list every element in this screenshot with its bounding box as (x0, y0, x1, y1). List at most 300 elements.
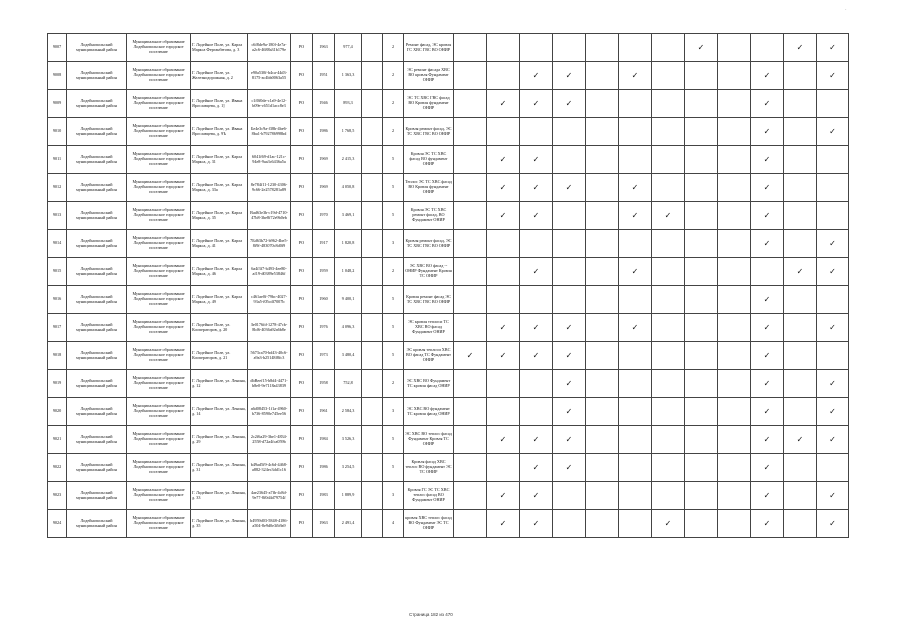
check-cell (586, 398, 619, 426)
row-id: 9013 (48, 202, 67, 230)
check-cell (454, 230, 487, 258)
works-cell: Кровля ЭС ТС ХВС ремонт фасад, ВО Фундамент ОНИР (404, 202, 454, 230)
checkmark-icon: ✓ (532, 154, 540, 164)
checkmark-icon: ✓ (763, 518, 771, 528)
check-cell (487, 34, 520, 62)
count-cell: 3 (383, 482, 404, 510)
check-cell (619, 230, 652, 258)
row-id: 9023 (48, 482, 67, 510)
checkmark-icon: ✓ (631, 322, 639, 332)
works-cell: Теплос ЭС ТС ХВС фасад ВО Кровля фундамент ОНИР (404, 174, 454, 202)
check-cell (718, 174, 751, 202)
address-cell: Г. Лодейное Поле, ул. Карла Маркса Ферганбегова, д. 3 (191, 34, 248, 62)
check-cell (817, 370, 849, 398)
check-cell (817, 342, 849, 370)
owner-cell: Муниципальное образование Лодейнопольское городское поселение (127, 118, 191, 146)
check-cell (784, 426, 817, 454)
check-cell (553, 258, 586, 286)
checkmark-icon: ✓ (763, 406, 771, 416)
check-cell (487, 482, 520, 510)
guid-cell: c461ae0f-79bc-4027-93a5-f05cdf7007b (248, 286, 291, 314)
check-cell (619, 34, 652, 62)
checkmark-icon: ✓ (499, 350, 507, 360)
checkmark-icon: ✓ (763, 294, 771, 304)
check-cell (553, 118, 586, 146)
check-cell (718, 118, 751, 146)
check-cell (718, 202, 751, 230)
check-cell (817, 286, 849, 314)
check-cell (685, 370, 718, 398)
district-cell: Лодейнопольский муниципальный район (67, 510, 127, 538)
check-cell (586, 90, 619, 118)
checkmark-icon: ✓ (631, 210, 639, 220)
check-cell (718, 62, 751, 90)
check-cell (586, 482, 619, 510)
form-cell: РО (291, 34, 313, 62)
check-cell (718, 286, 751, 314)
form-cell: РО (291, 370, 313, 398)
check-cell (784, 146, 817, 174)
check-cell (718, 258, 751, 286)
check-cell (454, 202, 487, 230)
check-cell (751, 370, 784, 398)
address-cell: Г. Лодейное Поле, ул. Ленина, д. 35 (191, 510, 248, 538)
year-cell: 1960 (313, 286, 335, 314)
check-cell (487, 510, 520, 538)
year-cell: 1959 (313, 258, 335, 286)
table-row (48, 118, 849, 146)
year-cell: 1986 (313, 454, 335, 482)
check-cell (520, 454, 553, 482)
check-cell (817, 482, 849, 510)
guid-cell: c6f8de9a-180f-4e7a-a2c6-4688a31b179e (248, 34, 291, 62)
address-cell: Г. Лодейное Поле, ул. Карла Маркса, д. 33а (191, 174, 248, 202)
address-cell: Г. Лодейное Поле, ул. Ивана Ярославцева, д. 9Ъ (191, 118, 248, 146)
checkmark-icon: ✓ (829, 266, 836, 276)
table-row (48, 258, 849, 286)
row-id: 9009 (48, 90, 67, 118)
district-cell: Лодейнопольский муниципальный район (67, 202, 127, 230)
form-cell: РО (291, 482, 313, 510)
count-cell: 5 (383, 454, 404, 482)
check-cell (685, 454, 718, 482)
check-cell (619, 202, 652, 230)
guid-cell: Зe0176fd-1278-47cb-8bf6-4036a92a6b8e (248, 314, 291, 342)
row-id: 9012 (48, 174, 67, 202)
form-cell: РО (291, 258, 313, 286)
checkmark-icon: ✓ (763, 238, 771, 248)
district-cell: Лодейнопольский муниципальный район (67, 370, 127, 398)
check-cell (520, 202, 553, 230)
guid-cell: b49ad5f9-4c6d-4468-a882-324ec3dd1c16 (248, 454, 291, 482)
guid-cell: b4959d03-5848-4186-a504-8e9d0e3fb9a9 (248, 510, 291, 538)
district-cell: Лодейнопольский муниципальный район (67, 398, 127, 426)
works-cell: ЭС кровля теплоси ХВС ВО фасад ТС Фундамент ОНИР (404, 342, 454, 370)
count-cell: 2 (383, 118, 404, 146)
check-cell (553, 202, 586, 230)
check-cell (652, 314, 685, 342)
check-cell (454, 342, 487, 370)
check-cell (520, 314, 553, 342)
check-cell (817, 230, 849, 258)
count-cell: 5 (383, 426, 404, 454)
checkmark-icon: ✓ (763, 434, 771, 444)
address-cell: Г. Лодейное Поле, ул. Карла Маркса, д. 46 (191, 258, 248, 286)
check-cell (652, 454, 685, 482)
works-cell: ЭС ХВС ВО Фундамент ТС кровля фасад ОНИР (404, 370, 454, 398)
year-cell: 1973 (313, 342, 335, 370)
checkmark-icon: ✓ (532, 210, 540, 220)
address-cell: Г. Лодейное Поле, ул. Ивана Ярославцева, д. 1] (191, 90, 248, 118)
blank-cell (362, 62, 383, 90)
table-body (48, 34, 849, 538)
check-cell (553, 34, 586, 62)
owner-cell: Муниципальное образование Лодейнопольское городское поселение (127, 342, 191, 370)
count-cell: 5 (383, 174, 404, 202)
check-cell (784, 118, 817, 146)
checkmark-icon: ✓ (565, 322, 573, 332)
checkmark-icon: ✓ (565, 182, 573, 192)
checkmark-icon: ✓ (796, 266, 804, 276)
guid-cell: 4ae23645-a7fb-4c8d-9e77-8f0d4d79754f (248, 482, 291, 510)
owner-cell: Муниципальное образование Лодейнопольское городское поселение (127, 510, 191, 538)
address-cell: Г. Лодейное Поле, ул. Карла Маркса, д. 31 (191, 146, 248, 174)
check-cell (718, 426, 751, 454)
guid-cell: dbBeef15-b8d4-4471-b8e0-9e7118a43839 (248, 370, 291, 398)
works-cell: ЭС ремонт фасада ХВС ВО кровля Фундамент ОНИР (404, 62, 454, 90)
guid-cell: 8e784f11-1230-4306-9c66-2e2578281a89 (248, 174, 291, 202)
address-cell: Г. Лодейное Поле, ул. Ленина, д. 29 (191, 426, 248, 454)
check-cell (454, 426, 487, 454)
district-cell: Лодейнопольский муниципальный район (67, 454, 127, 482)
checkmark-icon: ✓ (763, 126, 771, 136)
check-cell (619, 426, 652, 454)
area-cell: 1 363,3 (335, 62, 362, 90)
checkmark-icon: ✓ (532, 490, 540, 500)
check-cell (553, 62, 586, 90)
district-cell: Лодейнопольский муниципальный район (67, 62, 127, 90)
check-cell (652, 258, 685, 286)
count-cell: 2 (383, 34, 404, 62)
blank-cell (362, 342, 383, 370)
year-cell: 1983 (313, 482, 335, 510)
check-cell (520, 230, 553, 258)
check-cell (685, 482, 718, 510)
blank-cell (362, 426, 383, 454)
checkmark-icon: ✓ (532, 98, 540, 108)
blank-cell (362, 146, 383, 174)
area-cell: 1 048,2 (335, 258, 362, 286)
check-cell (652, 146, 685, 174)
count-cell: 2 (383, 258, 404, 286)
area-cell: 977,4 (335, 34, 362, 62)
check-cell (685, 34, 718, 62)
year-cell: 1984 (313, 426, 335, 454)
guid-cell: a6d08453-1f1a-4960-b736-8590e745ee56 (248, 398, 291, 426)
checkmark-icon: ✓ (499, 490, 507, 500)
check-cell (784, 34, 817, 62)
district-cell: Лодейнопольский муниципальный район (67, 342, 127, 370)
check-cell (817, 90, 849, 118)
check-cell (553, 230, 586, 258)
address-cell: Г. Лодейное Поле, ул. Карла Маркса, д. 49 (191, 286, 248, 314)
check-cell (619, 90, 652, 118)
owner-cell: Муниципальное образование Лодейнопольское городское поселение (127, 370, 191, 398)
district-cell: Лодейнопольский муниципальный район (67, 230, 127, 258)
area-cell: 3 526,3 (335, 426, 362, 454)
year-cell: 1969 (313, 146, 335, 174)
area-cell: 9 400,1 (335, 286, 362, 314)
checkmark-icon: ✓ (796, 434, 804, 444)
check-cell (685, 314, 718, 342)
area-cell: 3 480,4 (335, 342, 362, 370)
year-cell: 1970 (313, 202, 335, 230)
check-cell (553, 174, 586, 202)
check-cell (487, 342, 520, 370)
checkmark-icon: ✓ (829, 70, 836, 80)
check-cell (520, 62, 553, 90)
works-cell: Кровля ремонт фасад, ЭС ТС ХВС ГВС ВО ОНИР (404, 230, 454, 258)
row-id: 9008 (48, 62, 67, 90)
checkmark-icon: ✓ (697, 42, 705, 52)
form-cell: РО (291, 314, 313, 342)
address-cell: Г. Лодейное Поле, ул. Ленина, д. 12 (191, 370, 248, 398)
check-cell (652, 398, 685, 426)
checkmark-icon: ✓ (532, 350, 540, 360)
table-row (48, 314, 849, 342)
check-cell (586, 258, 619, 286)
blank-cell (362, 118, 383, 146)
check-cell (619, 398, 652, 426)
form-cell: РО (291, 146, 313, 174)
year-cell: 1976 (313, 314, 335, 342)
checkmark-icon: ✓ (532, 70, 540, 80)
check-cell (553, 482, 586, 510)
table-row (48, 146, 849, 174)
checkmark-icon: ✓ (499, 182, 507, 192)
row-id: 9018 (48, 342, 67, 370)
check-cell (520, 426, 553, 454)
year-cell: 1969 (313, 174, 335, 202)
owner-cell: Муниципальное образование Лодейнопольское городское поселение (127, 34, 191, 62)
check-cell (454, 454, 487, 482)
check-cell (751, 90, 784, 118)
check-cell (784, 62, 817, 90)
check-cell (487, 398, 520, 426)
area-cell: 3 469,1 (335, 202, 362, 230)
check-cell (619, 146, 652, 174)
check-cell (817, 314, 849, 342)
check-cell (784, 454, 817, 482)
check-cell (685, 286, 718, 314)
check-cell (751, 286, 784, 314)
checkmark-icon: ✓ (532, 322, 540, 332)
check-cell (520, 118, 553, 146)
owner-cell: Муниципальное образование Лодейнопольское городское поселение (127, 230, 191, 258)
check-cell (586, 286, 619, 314)
check-cell (553, 314, 586, 342)
checkmark-icon: ✓ (499, 434, 507, 444)
district-cell: Лодейнопольский муниципальный район (67, 34, 127, 62)
checkmark-icon: ✓ (532, 182, 540, 192)
count-cell: 5 (383, 342, 404, 370)
check-cell (751, 174, 784, 202)
check-cell (685, 230, 718, 258)
form-cell: РО (291, 398, 313, 426)
row-id: 9015 (48, 258, 67, 286)
check-cell (652, 370, 685, 398)
check-cell (586, 454, 619, 482)
guid-cell: 6041f69-d1ac-121c-94e8-9aa3c6436a5a (248, 146, 291, 174)
check-cell (784, 314, 817, 342)
works-cell: ЭС ХВС ВО фундамент ТС кровля фасад ОНИР (404, 398, 454, 426)
check-cell (652, 174, 685, 202)
check-cell (520, 174, 553, 202)
check-cell (619, 118, 652, 146)
check-cell (685, 146, 718, 174)
check-cell (586, 202, 619, 230)
works-cell: Кровля ЭС ТС ХВС фасад ВО фундамент ОНИР (404, 146, 454, 174)
check-cell (652, 230, 685, 258)
check-cell (454, 62, 487, 90)
form-cell: РО (291, 230, 313, 258)
check-cell (718, 342, 751, 370)
check-cell (751, 426, 784, 454)
works-cell: Ремонт фасад, ЭС кровля ГС ХВС ГВС ВО ОНИР (404, 34, 454, 62)
check-cell (487, 370, 520, 398)
blank-cell (362, 314, 383, 342)
check-cell (751, 398, 784, 426)
check-cell (718, 146, 751, 174)
guid-cell: 5673ca70-bd43-40c6-a9a3-b25148f8fc3 (248, 342, 291, 370)
table-row (48, 230, 849, 258)
address-cell: Г. Лодейное Поле, ул. Ленина, д. 31 (191, 454, 248, 482)
address-cell: Г. Лодейное Поле, ул. Кооператоров, д. 20 (191, 314, 248, 342)
check-cell (487, 314, 520, 342)
check-cell (751, 510, 784, 538)
check-cell (586, 34, 619, 62)
check-cell (784, 202, 817, 230)
table-row (48, 426, 849, 454)
check-cell (619, 342, 652, 370)
check-cell (652, 118, 685, 146)
check-cell (586, 174, 619, 202)
checkmark-icon: ✓ (466, 350, 474, 360)
count-cell: 4 (383, 510, 404, 538)
check-cell (454, 146, 487, 174)
check-cell (586, 342, 619, 370)
table-row (48, 174, 849, 202)
check-cell (487, 202, 520, 230)
form-cell: РО (291, 118, 313, 146)
check-cell (751, 258, 784, 286)
row-id: 9011 (48, 146, 67, 174)
check-cell (784, 230, 817, 258)
owner-cell: Муниципальное образование Лодейнопольское городское поселение (127, 146, 191, 174)
check-cell (652, 34, 685, 62)
check-cell (784, 90, 817, 118)
row-id: 9019 (48, 370, 67, 398)
check-cell (685, 426, 718, 454)
owner-cell: Муниципальное образование Лодейнопольское городское поселение (127, 202, 191, 230)
check-cell (751, 34, 784, 62)
check-cell (487, 118, 520, 146)
count-cell: 5 (383, 202, 404, 230)
check-cell (454, 34, 487, 62)
blank-cell (362, 510, 383, 538)
owner-cell: Муниципальное образование Лодейнопольское городское поселение (127, 426, 191, 454)
check-cell (751, 230, 784, 258)
check-cell (784, 370, 817, 398)
area-cell: 1 820,8 (335, 230, 362, 258)
check-cell (817, 34, 849, 62)
check-cell (718, 230, 751, 258)
check-cell (487, 426, 520, 454)
address-cell: Г. Лодейное Поле, ул. Ленина, д. 33 (191, 482, 248, 510)
check-cell (553, 146, 586, 174)
check-cell (553, 90, 586, 118)
area-cell: 1 768,5 (335, 118, 362, 146)
checkmark-icon: ✓ (763, 98, 771, 108)
check-cell (619, 62, 652, 90)
row-id: 9017 (48, 314, 67, 342)
works-cell: Кровля ремонт фасад ЭС ТС ХВС ГВС ВО ОНИР (404, 286, 454, 314)
check-cell (520, 342, 553, 370)
blank-cell (362, 454, 383, 482)
year-cell: 1946 (313, 90, 335, 118)
checkmark-icon: ✓ (763, 210, 771, 220)
document-sheet (47, 33, 847, 538)
district-cell: Лодейнопольский муниципальный район (67, 286, 127, 314)
check-cell (520, 258, 553, 286)
check-cell (454, 398, 487, 426)
check-cell (586, 146, 619, 174)
check-cell (553, 370, 586, 398)
works-cell: Кровля ГС ЭС ТС ХВС теплос фасад ВО Фундамент ОНИР (404, 482, 454, 510)
guid-cell: Бе4e3c9a-f38b-4be6-8ba1-b792786998bd (248, 118, 291, 146)
checkmark-icon: ✓ (763, 378, 771, 388)
checkmark-icon: ✓ (796, 42, 804, 52)
table-row (48, 90, 849, 118)
check-cell (685, 118, 718, 146)
checkmark-icon: ✓ (631, 266, 639, 276)
check-cell (454, 258, 487, 286)
blank-cell (362, 286, 383, 314)
page-footer: Страница 182 из 470 (409, 612, 453, 617)
check-cell (553, 454, 586, 482)
buildings-table (47, 33, 849, 538)
checkmark-icon: ✓ (631, 70, 639, 80)
table-row (48, 398, 849, 426)
check-cell (619, 454, 652, 482)
works-cell: ЭС ХВС ВО теплос фасад Фундамент Кровля ТС ОНИР (404, 426, 454, 454)
checkmark-icon: ✓ (829, 518, 836, 528)
checkmark-icon: ✓ (763, 70, 771, 80)
count-cell: 3 (383, 398, 404, 426)
check-cell (553, 426, 586, 454)
area-cell: 893,3 (335, 90, 362, 118)
check-cell (586, 426, 619, 454)
owner-cell: Муниципальное образование Лодейнопольское городское поселение (127, 174, 191, 202)
check-cell (652, 482, 685, 510)
check-cell (817, 510, 849, 538)
works-cell: Кровля ремонт фасад, ЭС ТС ХВС ГВС ВО ОНИР (404, 118, 454, 146)
blank-cell (362, 34, 383, 62)
check-cell (520, 482, 553, 510)
check-cell (487, 230, 520, 258)
check-cell (718, 90, 751, 118)
check-cell (718, 510, 751, 538)
